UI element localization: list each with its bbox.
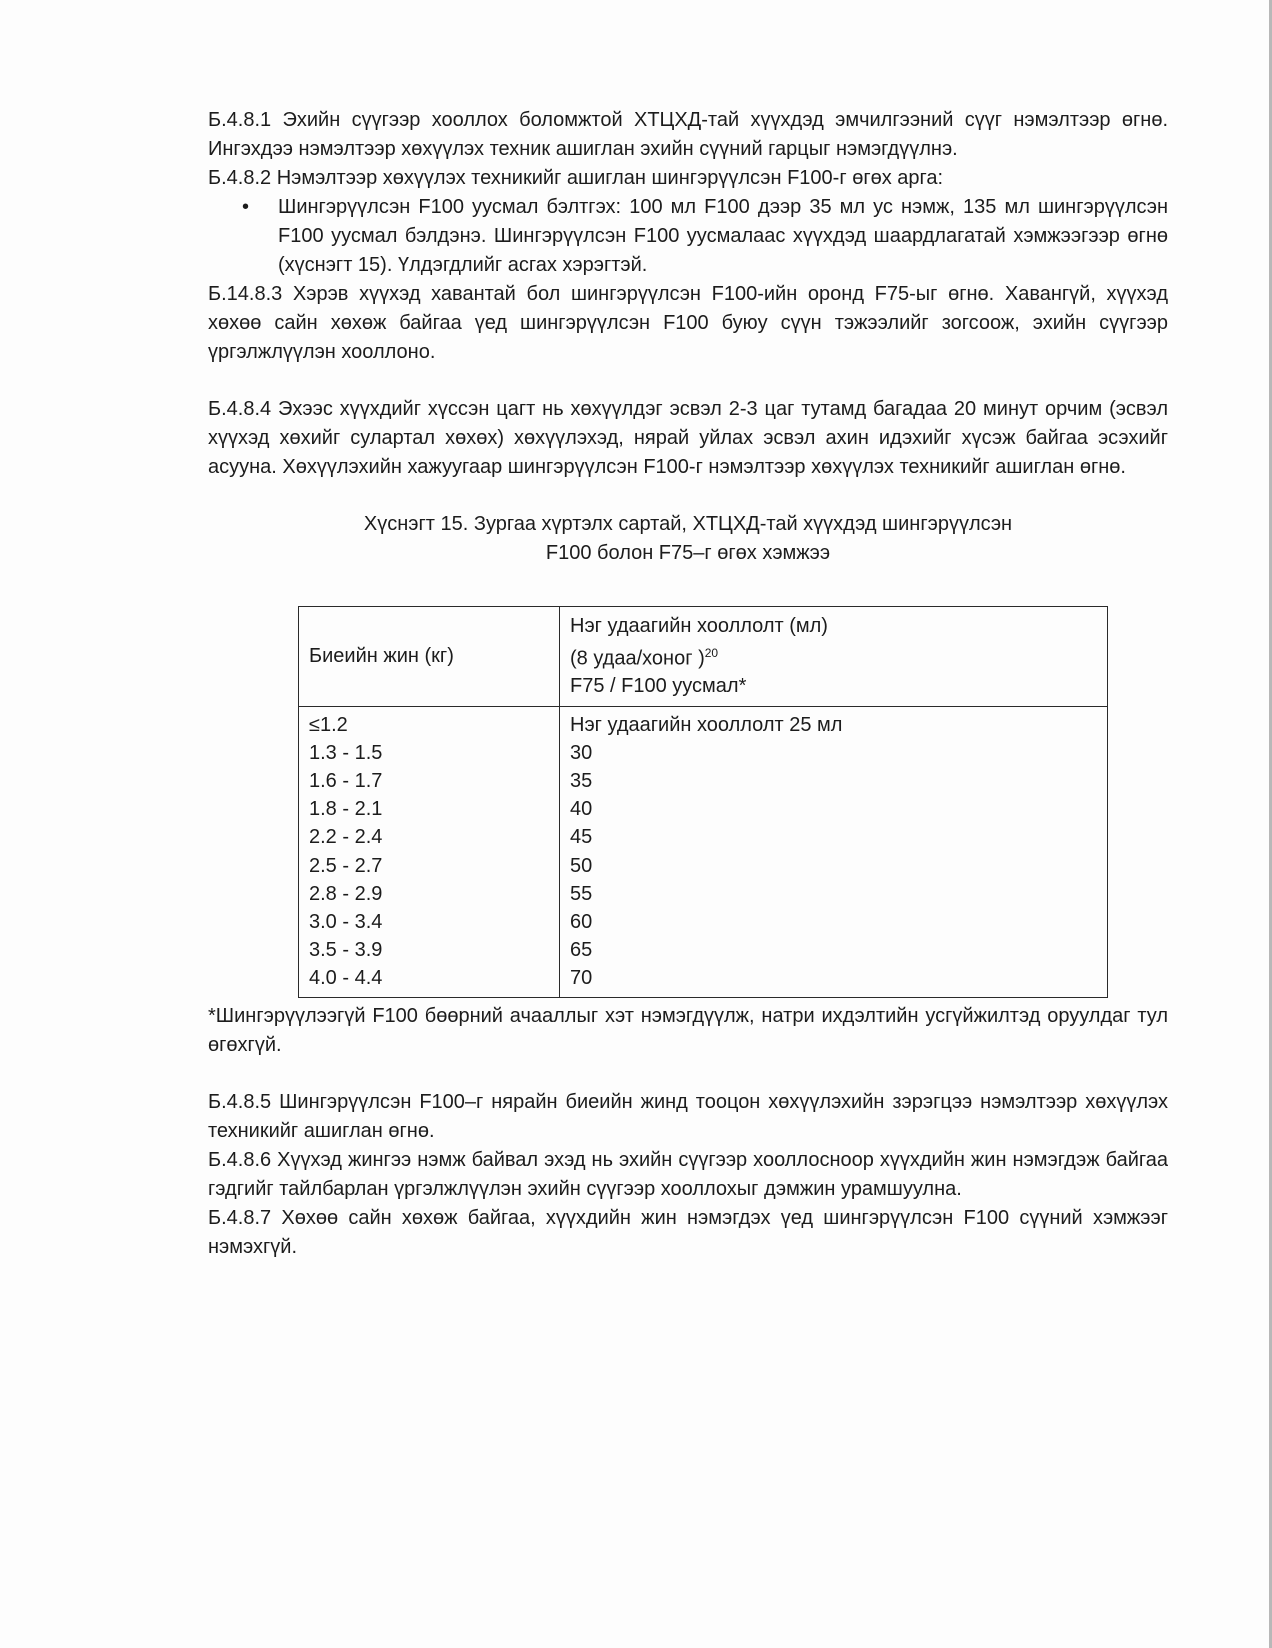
feeding-volume-table: [298, 606, 1108, 998]
header-feeding-volume-line-3: F75 / F100 уусмал*: [570, 674, 747, 697]
weight-cell: 2.2 - 2.4: [309, 826, 383, 849]
paragraph-b-4-8-1: Б.4.8.1 Эхийн сүүгээр хооллох боломжтой ХТЦХД-тай хүүхдэд эмчилгээний сүүг нэмэлтээр өгнө. Ингэхдээ нэмэлтээр хөхүүлэх техник ашиглан эхийн сүүний гарцыг нэмэгдүүлнэ.: [208, 109, 1168, 160]
header-frequency-text: (8 удаа/хоног ): [570, 647, 705, 670]
paragraph-b-4-8-6: Б.4.8.6 Хүүхэд жингээ нэмж байвал эхэд нь эхийн сүүгээр хооллосноор хүүхдийн жин нэмэгдэж байгаа гэдгийг тайлбарлан үргэлжлүүлэн эхийн сүүгээр хооллохыг дэмжин урамшуулна.: [208, 1148, 1168, 1200]
table-caption: [208, 510, 1168, 568]
table-caption-line-2: F100 болон F75–г өгөх хэмжээ: [545, 542, 831, 564]
table-body-row: [299, 706, 1108, 997]
volume-cell: 55: [570, 882, 593, 905]
volume-cell: 50: [570, 854, 593, 877]
paragraph-b-4-8-2: Б.4.8.2 Нэмэлтээр хөхүүлэх техникийг ашиглан шингэрүүлсэн F100-г өгөх арга:: [208, 167, 944, 189]
volume-cell: 65: [570, 939, 593, 962]
paragraph-b-4-8-7: Б.4.8.7 Хөхөө сайн хөхөж байгаа, хүүхдийн жин нэмэгдэх үед шингэрүүлсэн F100 сүүний хэмжээг нэмэхгүй.: [208, 1206, 1168, 1258]
header-body-weight: Биеийн жин (кг): [299, 607, 560, 707]
bullet-item-dilution: • Шингэрүүлсэн F100 уусмал бэлтгэх: 100 мл F100 дээр 35 мл ус нэмж, 135 мл шингэрүүлсэн F100 уусмал бэлдэнэ. Шингэрүүлсэн F100 уусмалаас хүүхдэд шаардлагатай хэмжээгээр өгнө (хүснэгт 15). Үлдэгдлийг асгах хэрэгтэй.: [278, 193, 1168, 280]
header-feeding-volume-line-2: [570, 640, 1097, 673]
paragraph-b-4-8-4: Б.4.8.4 Эхээс хүүхдийг хүссэн цагт нь хөхүүлдэг эсвэл 2-3 цаг тутамд багадаа 20 минут орчим (эсвэл хүүхэд хөхийг сулартал хөхөх) хөхүүлэхэд, нярай уйлах эсвэл ахин идэхийг хүсэж байгаа эсэхийг асууна. Хөхүүлэхийн хажуугаар шингэрүүлсэн F100-г нэмэлтээр хөхүүлэх техникийг ашиглан өгнө.: [208, 398, 1168, 478]
weight-cell: 2.5 - 2.7: [309, 854, 383, 877]
paragraph-b-4-8-5: Б.4.8.5 Шингэрүүлсэн F100–г нярайн биеийн жинд тооцон хөхүүлэхийн зэрэгцээ нэмэлтээр хөхүүлэх техникийг ашиглан өгнө.: [208, 1090, 1168, 1142]
table-caption-line-1: Хүснэгт 15. Зургаа хүртэлх сартай, ХТЦХД-тай хүүхдэд шингэрүүлсэн: [363, 513, 1013, 535]
volume-cell: 60: [570, 911, 593, 934]
weight-cell: 3.0 - 3.4: [309, 911, 383, 934]
weight-cell: 2.8 - 2.9: [309, 882, 383, 905]
weight-cell: 1.6 - 1.7: [309, 770, 383, 793]
bullet-list: [208, 193, 1168, 280]
volume-cell: 35: [570, 770, 593, 793]
weight-cell: 1.3 - 1.5: [309, 741, 383, 764]
header-feeding-volume-line-1: Нэг удаагийн хооллолт (мл): [570, 615, 828, 637]
table-header-row: [299, 607, 1108, 707]
table-footnote: *Шингэрүүлээгүй F100 бөөрний ачааллыг хэт нэмэгдүүлж, натри ихдэлтийн усгүйжилтэд оруулдаг тул өгөхгүй.: [208, 1004, 1168, 1056]
volume-cell: 40: [570, 798, 593, 821]
document-body: [208, 106, 1168, 1262]
weight-cell: 1.8 - 2.1: [309, 798, 383, 821]
weight-cell: 3.5 - 3.9: [309, 939, 383, 962]
header-footnote-ref: 20: [704, 646, 719, 660]
volume-column: [560, 706, 1108, 997]
weight-cell: 4.0 - 4.4: [309, 967, 383, 990]
volume-cell: 30: [570, 741, 593, 764]
paragraph-b-14-8-3: Б.14.8.3 Хэрэв хүүхэд хавантай бол шингэрүүлсэн F100-ийн оронд F75-ыг өгнө. Хавангүй, хүүхэд хөхөө сайн хөхөж байгаа үед шингэрүүлсэн F100 буюу сүүн тэжээлийг зогсоож, эхийн сүүгээр үргэлжлүүлэн хооллоно.: [208, 283, 1168, 363]
weight-column: [299, 706, 560, 997]
volume-cell: Нэг удаагийн хооллолт 25 мл: [570, 713, 843, 736]
header-feeding-volume: [560, 607, 1108, 707]
weight-cell: ≤1.2: [309, 713, 348, 736]
volume-cell: 45: [570, 826, 593, 849]
volume-cell: 70: [570, 967, 593, 990]
